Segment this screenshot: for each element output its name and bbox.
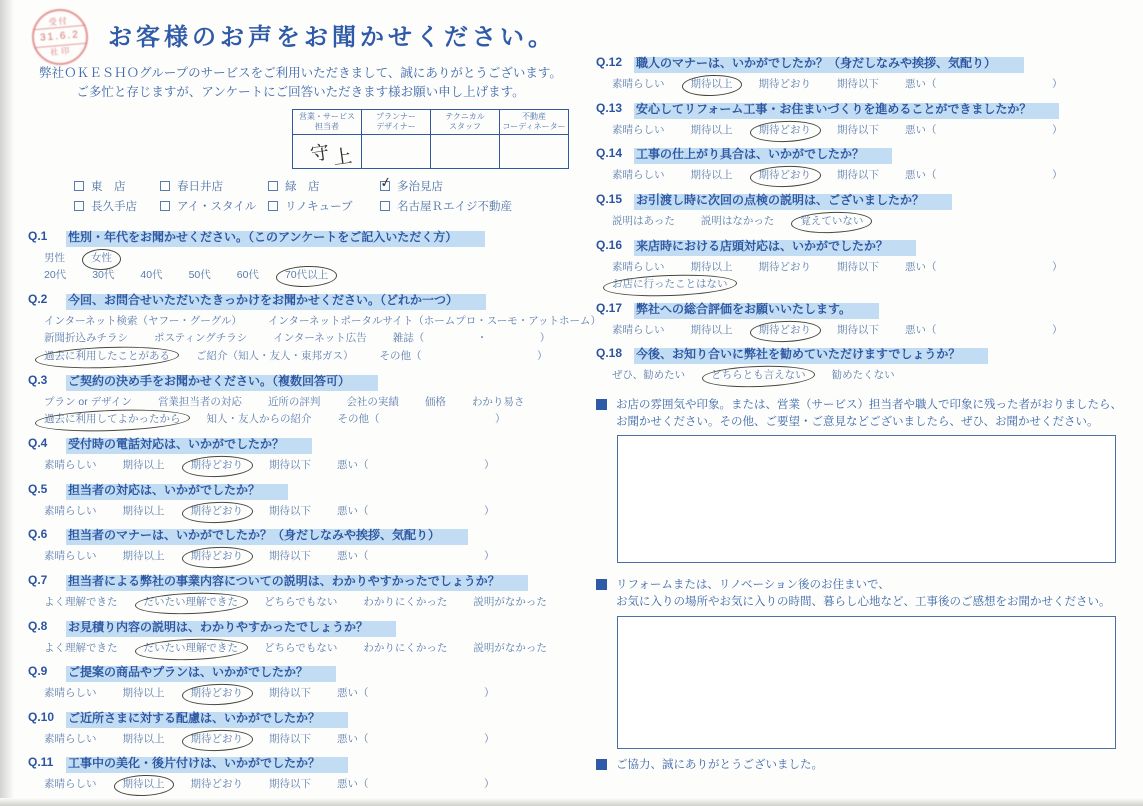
store-checkbox-item[interactable] — [380, 198, 573, 214]
question-text: 来店時における店頭対応は、いかがでしたか？ — [634, 238, 916, 256]
answer-rows — [612, 169, 1136, 183]
question-text: 今後、お知り合いに弊社を勧めていただけますでしょうか？ — [634, 346, 988, 364]
answer-option-row — [44, 505, 573, 519]
question-q9 — [28, 664, 573, 701]
question-number: Q.15 — [596, 191, 623, 206]
comment-heading — [596, 397, 1136, 430]
answer-option[interactable]: 勧めたくない — [831, 369, 895, 382]
answer-option-row — [44, 687, 573, 701]
answer-option-row — [612, 169, 1136, 183]
question-text: 工事の仕上がり具合は、いかがでしたか？ — [634, 146, 892, 164]
question-number: Q.9 — [28, 664, 48, 679]
answer-rows — [44, 778, 573, 792]
answer-option[interactable]: わかりにくかった — [363, 595, 448, 608]
question-header — [28, 755, 573, 773]
section-bullet-icon — [596, 579, 607, 590]
question-q2 — [28, 291, 601, 364]
answer-option-row — [44, 332, 573, 346]
answer-option-row — [44, 413, 573, 427]
question-number: Q.8 — [28, 618, 48, 633]
store-label: 名古屋Ｒエイジ不動産 — [397, 200, 512, 213]
store-label: 多治見店 — [397, 180, 443, 193]
answer-option-circled[interactable]: 期待どおり — [190, 732, 243, 745]
question-text: 工事中の美化・後片付けは、いかがでしたか？ — [66, 755, 348, 773]
question-text: 今回、お問合せいただいたきっかけをお聞かせください。（どれか一つ） — [66, 292, 486, 310]
intro-line-1: 弊社ＯＫＥＳＨＯグループのサービスをご利用いただきまして、誠にありがとうございます。 — [39, 66, 562, 80]
answer-option-circled[interactable]: 過去に利用したことがある — [44, 350, 170, 363]
answer-option-row — [44, 550, 573, 564]
question-text: お見積り内容の説明は、わかりやすかったでしょうか？ — [66, 619, 396, 637]
answer-option[interactable]: 期待以下 — [269, 732, 311, 745]
answer-option[interactable]: 雑誌（ ・ ） — [392, 332, 551, 345]
answer-option-circled[interactable]: 期待どおり — [190, 550, 243, 563]
question-text: ご提案の商品やプランは、いかがでしたか？ — [66, 664, 336, 682]
store-checkbox[interactable] — [74, 181, 84, 191]
question-number: Q.13 — [596, 100, 623, 115]
question-header — [28, 436, 573, 454]
question-text: 担当者による弊社の事業内容についての説明は、わかりやすかったでしょうか？ — [66, 573, 528, 591]
answer-option-row — [44, 350, 573, 364]
store-checkbox-item[interactable] — [268, 178, 380, 194]
store-label: 東 店 — [91, 180, 126, 193]
question-text: 職人のマナーは、いかがでしたか？（身だしなみや挨拶、気配り） — [634, 55, 1024, 73]
received-stamp-icon — [30, 7, 91, 68]
answer-option[interactable]: 会社の実績 — [346, 395, 399, 408]
answer-rows — [44, 505, 573, 519]
question-header — [596, 101, 1136, 119]
answer-rows — [612, 369, 1136, 383]
answer-option[interactable]: 新聞折込みチラシ — [44, 332, 128, 345]
question-q6 — [28, 527, 573, 564]
comment-box[interactable] — [617, 435, 1116, 563]
staff-header-line2: スタッフ — [449, 121, 481, 131]
answer-option-circled[interactable]: 期待どおり — [190, 458, 243, 471]
question-text: 安心してリフォーム工事・お住まいづくりを進めることができましたか？ — [634, 101, 1059, 119]
question-header — [596, 301, 1136, 319]
question-number: Q.17 — [596, 300, 623, 315]
answer-option[interactable]: 期待以上 — [122, 687, 165, 700]
answer-option[interactable]: 期待どおり — [758, 78, 811, 90]
answer-option[interactable]: 期待以上 — [690, 169, 733, 182]
checkmark-icon: ✓ — [378, 172, 393, 191]
store-checkbox[interactable] — [160, 181, 170, 191]
question-number: Q.12 — [596, 55, 623, 69]
answer-option[interactable]: 期待以下 — [837, 169, 879, 182]
question-q8 — [28, 619, 573, 656]
question-header — [28, 664, 573, 682]
question-text: 担当者の対応は、いかがでしたか？ — [66, 482, 288, 500]
answer-option[interactable]: 期待以下 — [269, 550, 311, 563]
question-number: Q.18 — [596, 346, 623, 361]
comment-heading-line2: お聞かせください。その他、ご要望・ご意見などございましたら、ぜひ、お聞かせください。 — [616, 415, 1099, 428]
staff-column-header — [431, 109, 500, 134]
answer-option-row — [44, 642, 573, 656]
answer-option-row — [44, 314, 601, 329]
answer-option[interactable]: 素晴らしい — [44, 504, 97, 517]
answer-option[interactable]: 素晴らしい — [44, 778, 97, 791]
answer-option[interactable]: 期待以下 — [269, 687, 311, 700]
comment-sections — [596, 397, 1136, 749]
answer-option[interactable]: インターネットポータルサイト（ホームプロ・スーモ・アットホーム） — [267, 314, 601, 327]
question-q10 — [28, 710, 573, 747]
answer-option[interactable]: ご紹介（知人・友人・東邦ガス） — [196, 350, 354, 363]
handwritten-char: 守 — [308, 141, 331, 166]
answer-option[interactable]: 期待以下 — [269, 778, 311, 791]
stamp-bottom-text: 社印 — [49, 46, 73, 57]
answer-option-row — [44, 459, 573, 473]
answer-rows — [612, 215, 1136, 229]
question-text: ご近所さまに対する配慮は、いかがでしたか？ — [66, 710, 348, 728]
store-checkbox[interactable] — [160, 201, 170, 211]
question-q11 — [28, 755, 573, 792]
answer-option[interactable]: わかり易さ — [471, 395, 525, 408]
answer-option[interactable]: 30代 — [92, 269, 115, 282]
question-header — [28, 573, 573, 591]
store-checkbox-item[interactable] — [378, 172, 573, 194]
staff-table — [292, 109, 569, 169]
question-header — [28, 229, 573, 247]
question-number: Q.3 — [28, 372, 48, 387]
answer-rows — [44, 733, 573, 747]
answer-option-row — [612, 215, 1136, 229]
question-text: 担当者のマナーは、いかがでしたか？（身だしなみや挨拶、気配り） — [66, 527, 468, 545]
store-label: 長久手店 — [91, 200, 137, 213]
answer-option[interactable]: 素晴らしい — [612, 123, 665, 136]
question-text: お引渡し時に次回の点検の説明は、ございましたか？ — [634, 192, 952, 210]
comment-heading-line1: リフォームまたは、リノベーション後のお住まいで、 — [616, 579, 890, 592]
answer-option[interactable]: どちらでもない — [264, 595, 338, 608]
question-text: 弊社への総合評価をお願いいたします。 — [634, 301, 879, 319]
question-q4 — [28, 436, 573, 473]
question-q5 — [28, 482, 573, 519]
question-q17 — [596, 301, 1136, 338]
answer-option[interactable]: 素晴らしい — [612, 323, 665, 336]
answer-option[interactable]: 悪い（ ） — [905, 260, 1063, 273]
question-number: Q.14 — [596, 146, 623, 161]
handwritten-staff-name — [308, 134, 354, 169]
answer-option[interactable]: 悪い（ ） — [337, 778, 495, 791]
question-q13 — [596, 101, 1136, 138]
answer-rows — [44, 596, 573, 610]
question-header — [28, 527, 573, 545]
answer-option[interactable]: 素晴らしい — [44, 732, 97, 745]
answer-option[interactable]: 素晴らしい — [612, 78, 665, 90]
store-checkbox-item[interactable] — [160, 178, 268, 194]
answer-option[interactable]: ぜひ、勧めたい — [612, 369, 686, 382]
answer-option[interactable]: 期待以下 — [269, 504, 311, 517]
answer-option-row — [612, 278, 1136, 292]
answer-option[interactable]: 期待以上 — [122, 458, 165, 471]
store-label: アイ・スタイル — [177, 200, 257, 213]
answer-option[interactable]: プラン or デザイン — [44, 395, 132, 408]
answer-option[interactable]: ポスティングチラシ — [154, 332, 248, 345]
answer-option-circled[interactable]: お店に行ったことはない — [612, 278, 728, 291]
header — [28, 6, 573, 60]
answer-option-row — [44, 733, 573, 747]
question-number: Q.6 — [28, 527, 48, 542]
comment-heading-line1: お店の雰囲気や印象。または、営業（サービス）担当者や職人で印象に残った者がおりましたら、 — [616, 399, 1122, 412]
staff-header-line2: コーディネーター — [502, 121, 566, 131]
question-header — [596, 55, 1136, 73]
answer-option[interactable]: 期待どおり — [758, 260, 811, 273]
answer-option[interactable]: 価格 — [424, 395, 446, 408]
store-checkbox-item[interactable] — [268, 198, 380, 214]
staff-header-line1: プランナー — [376, 111, 416, 121]
answer-rows — [612, 78, 1136, 92]
answer-option-row — [612, 78, 1136, 92]
section-bullet-icon — [596, 759, 607, 770]
answer-option-circled[interactable]: 期待どおり — [758, 169, 811, 182]
question-header — [596, 238, 1136, 256]
comment-section-2 — [596, 577, 1136, 748]
answer-option-row — [44, 252, 573, 266]
answer-option[interactable]: その他（ ） — [379, 350, 548, 363]
answer-rows — [612, 124, 1136, 138]
answer-option[interactable]: 素晴らしい — [44, 550, 97, 563]
question-number: Q.16 — [596, 237, 623, 252]
comment-box[interactable] — [617, 616, 1116, 749]
closing-thanks-text: ご協力、誠にありがとうございました。 — [616, 758, 823, 771]
answer-option[interactable]: 素晴らしい — [44, 458, 97, 471]
answer-rows — [612, 324, 1136, 338]
answer-option[interactable]: 悪い（ ） — [337, 732, 495, 745]
intro-line-2: ご多忙と存じますが、アンケートにご回答いただきます様お願い申し上げます。 — [76, 84, 525, 99]
answer-option[interactable]: 50代 — [188, 269, 211, 282]
section-bullet-icon — [596, 399, 607, 410]
question-q18 — [596, 346, 1136, 383]
question-number: Q.10 — [28, 709, 55, 724]
question-header — [28, 292, 573, 310]
answer-option[interactable]: 期待以上 — [122, 732, 165, 745]
staff-name-cell[interactable] — [431, 134, 500, 168]
comment-heading-text — [616, 577, 1111, 610]
answer-option-row — [44, 778, 573, 792]
question-number: Q.1 — [28, 228, 48, 243]
question-header — [596, 146, 1136, 164]
question-header — [28, 373, 573, 391]
answer-option[interactable]: よく理解できた — [44, 641, 118, 654]
store-label: 春日井店 — [177, 180, 223, 193]
answer-option-row — [44, 596, 573, 610]
answer-option[interactable]: 期待以上 — [122, 550, 165, 563]
question-q1 — [28, 229, 573, 283]
question-q14 — [596, 146, 1136, 183]
question-text: 性別・年代をお聞かせください。（このアンケートをご記入いただく方） — [66, 229, 485, 247]
answer-option[interactable]: 期待以上 — [690, 323, 733, 336]
answer-option[interactable]: 60代 — [236, 269, 259, 282]
answer-option-row — [612, 124, 1136, 138]
comment-heading-text — [616, 397, 1122, 430]
question-q12 — [596, 55, 1136, 92]
answer-option[interactable]: 説明はあった — [612, 214, 675, 227]
store-checkbox-group — [74, 172, 573, 214]
questions-right — [596, 55, 1136, 383]
staff-header-line2: 担当者 — [315, 121, 339, 131]
store-checkbox[interactable] — [380, 201, 390, 211]
question-q7 — [28, 573, 573, 610]
answer-option-circled[interactable]: 期待以上 — [690, 78, 733, 90]
staff-column-header — [362, 109, 431, 134]
question-number: Q.2 — [28, 291, 48, 306]
answer-option[interactable]: 悪い（ ） — [337, 687, 495, 700]
question-q3 — [28, 373, 573, 427]
answer-option[interactable]: 悪い（ ） — [337, 504, 495, 517]
store-label: リノキューブ — [285, 200, 353, 213]
question-text: ご契約の決め手をお聞かせください。（複数回答可） — [66, 373, 378, 391]
staff-header-line2: デザイナー — [376, 121, 416, 131]
answer-option-row — [44, 396, 573, 410]
answer-option[interactable]: 悪い（ ） — [905, 169, 1063, 182]
question-header — [28, 619, 573, 637]
store-checkbox[interactable] — [378, 172, 393, 191]
answer-rows — [44, 396, 573, 427]
handwritten-char: 上 — [331, 145, 354, 169]
answer-option[interactable]: 悪い（ ） — [337, 550, 495, 563]
stamp-top-text: 受付 — [48, 16, 70, 27]
staff-header-line1: 不動産 — [522, 111, 546, 121]
right-column — [596, 40, 1136, 773]
answer-option-circled[interactable]: 過去に利用してよかったから — [44, 413, 181, 426]
answer-option[interactable]: 期待以下 — [837, 323, 879, 336]
answer-option[interactable]: 近所の評判 — [267, 395, 321, 408]
answer-option[interactable]: 40代 — [140, 269, 163, 282]
left-column — [28, 6, 601, 801]
store-checkbox[interactable] — [74, 201, 84, 211]
answer-option[interactable]: 期待どおり — [190, 778, 243, 791]
answer-option[interactable]: 知人・友人からの紹介 — [206, 413, 312, 426]
store-checkbox-item[interactable] — [74, 178, 160, 194]
comment-heading — [596, 577, 1136, 610]
answer-option-circled[interactable]: 期待以上 — [122, 778, 165, 791]
staff-name-cell[interactable] — [362, 134, 431, 168]
answer-rows — [44, 314, 601, 364]
answer-option[interactable]: 営業担当者の対応 — [157, 395, 242, 408]
answer-option[interactable]: 悪い（ ） — [905, 123, 1063, 136]
answer-option-circled[interactable]: だいたい理解できた — [143, 641, 238, 654]
answer-option[interactable]: 期待以下 — [269, 458, 311, 471]
answer-option[interactable]: 素晴らしい — [612, 260, 665, 273]
answer-option[interactable]: 悪い（ ） — [337, 458, 495, 471]
answer-option[interactable]: 期待以上 — [122, 504, 165, 517]
answer-option-circled[interactable]: 期待どおり — [758, 123, 811, 136]
answer-option-row — [612, 324, 1136, 338]
answer-option[interactable]: 期待以下 — [837, 123, 879, 136]
answer-option[interactable]: 説明がなかった — [473, 641, 547, 654]
stamp-date-text: 31.6.2 — [33, 25, 86, 48]
store-checkbox[interactable] — [268, 201, 278, 211]
answer-option-row — [612, 261, 1136, 275]
store-checkbox-item[interactable] — [74, 198, 160, 214]
question-header — [28, 482, 573, 500]
answer-option[interactable]: どちらでもない — [264, 641, 338, 654]
store-checkbox[interactable] — [268, 181, 278, 191]
answer-option[interactable]: インターネット検索（ヤフー・グーグル） — [44, 314, 242, 327]
question-q16 — [596, 238, 1136, 292]
question-header — [596, 346, 1136, 364]
answer-option-circled[interactable]: 期待どおり — [190, 687, 243, 700]
answer-option-circled[interactable]: 70代以上 — [284, 269, 329, 282]
store-checkbox-item[interactable] — [160, 198, 268, 214]
closing-thanks — [596, 757, 1136, 774]
answer-rows — [44, 687, 573, 701]
question-q15 — [596, 192, 1136, 229]
comment-heading-line2: お気に入りの場所やお気に入りの時間、暮らし心地など、工事後のご感想をお聞かせください。 — [616, 596, 1111, 609]
answer-rows — [44, 459, 573, 473]
answer-option-circled[interactable]: 覚えていない — [800, 214, 864, 227]
answer-option-circled[interactable]: 期待どおり — [758, 323, 811, 336]
answer-option[interactable]: よく理解できた — [44, 595, 118, 608]
answer-option[interactable]: 男性 — [44, 251, 65, 264]
question-header — [28, 710, 573, 728]
answer-rows — [612, 261, 1136, 292]
answer-option[interactable]: 悪い（ ） — [905, 323, 1063, 336]
page-title: お客様のお声をお聞かせください。 — [108, 24, 556, 51]
answer-option[interactable]: 20代 — [44, 269, 67, 282]
answer-option[interactable]: インターネット広告 — [273, 332, 367, 345]
answer-option-circled[interactable]: どちらとも言えない — [711, 369, 806, 382]
answer-option[interactable]: 悪い（ ） — [905, 78, 1063, 90]
question-number: Q.5 — [28, 481, 48, 496]
question-number: Q.11 — [28, 755, 54, 770]
answer-option[interactable]: 説明はなかった — [700, 214, 775, 227]
staff-header-line1: テクニカル — [445, 111, 485, 121]
answer-option-row — [44, 269, 573, 283]
question-header — [596, 192, 1136, 210]
answer-option[interactable]: 期待以下 — [837, 260, 879, 273]
question-number: Q.7 — [28, 572, 48, 587]
answer-option-row — [612, 369, 1136, 383]
staff-name-cell[interactable] — [500, 134, 569, 168]
answer-option-circled[interactable]: 期待どおり — [190, 504, 243, 517]
answer-option-circled[interactable]: だいたい理解できた — [143, 595, 238, 608]
comment-section-1 — [596, 397, 1136, 563]
answer-option[interactable]: 素晴らしい — [612, 169, 665, 182]
answer-option[interactable]: その他（ ） — [337, 413, 506, 426]
intro-text — [28, 64, 573, 102]
answer-option[interactable]: 期待以上 — [690, 123, 733, 136]
question-text: 受付時の電話対応は、いかがでしたか？ — [66, 436, 312, 454]
staff-header-line1: 営業・サービス — [299, 111, 355, 121]
answer-option[interactable]: 素晴らしい — [44, 687, 97, 700]
staff-column-header — [293, 109, 362, 134]
answer-option[interactable]: わかりにくかった — [363, 641, 448, 654]
answer-rows — [44, 252, 573, 283]
answer-rows — [44, 642, 573, 656]
question-number: Q.4 — [28, 435, 48, 450]
answer-option[interactable]: 期待以上 — [690, 260, 733, 273]
questions-left — [28, 228, 601, 793]
answer-option[interactable]: 期待以下 — [837, 78, 879, 90]
answer-option-circled[interactable]: 女性 — [91, 251, 112, 264]
store-label: 緑 店 — [285, 180, 320, 193]
answer-option[interactable]: 説明がなかった — [473, 595, 547, 608]
staff-name-cell[interactable] — [293, 134, 362, 168]
answer-rows — [44, 550, 573, 564]
staff-column-header — [500, 109, 569, 134]
